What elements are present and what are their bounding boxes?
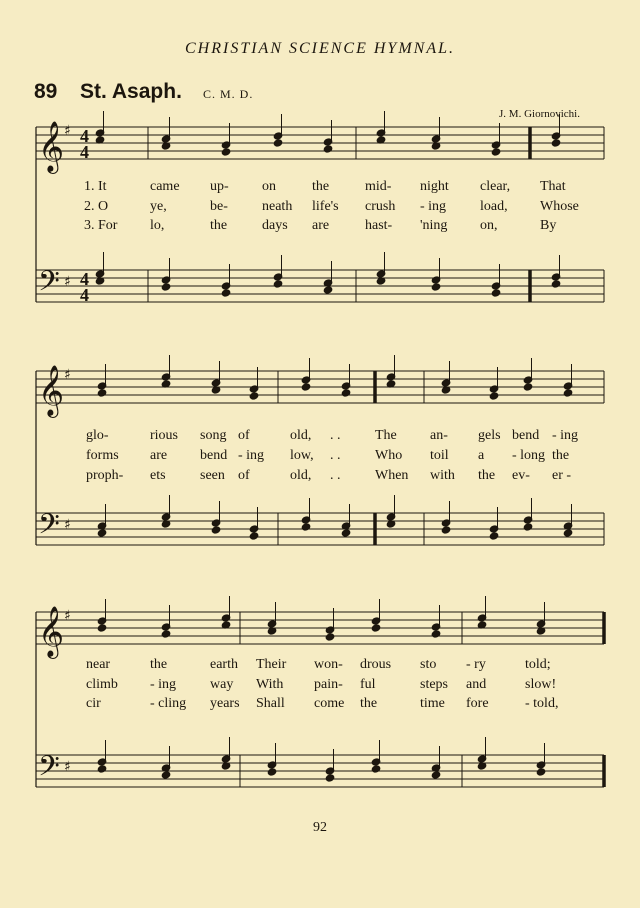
bass-clef-icon: 𝄢: [38, 750, 60, 790]
lyric-syllable: Who: [375, 448, 403, 463]
lyric-syllable: The: [375, 428, 397, 443]
lyric-syllable: the: [360, 696, 378, 711]
lyric-syllable: night: [420, 179, 449, 194]
lyric-syllable: When: [375, 468, 409, 483]
bass-clef-icon: 𝄢: [38, 265, 60, 305]
lyric-syllable: the: [552, 448, 570, 463]
meter-label: C. M. D.: [203, 87, 254, 101]
lyric-syllable: Whose: [540, 199, 579, 214]
lyric-syllable: old,: [290, 428, 312, 443]
note-head: [431, 283, 441, 291]
lyric-syllable: . .: [330, 468, 341, 483]
tune-name: St. Asaph.: [80, 80, 182, 103]
lyric-syllable: 2. O: [84, 199, 109, 214]
lyric-syllable: with: [430, 468, 455, 483]
lyric-syllable: clear,: [480, 179, 511, 194]
sharp-icon: ♯: [64, 274, 71, 290]
note-head: [221, 289, 231, 297]
note-head: [267, 768, 277, 776]
sharp-icon: ♯: [64, 123, 71, 139]
lyric-syllable: years: [210, 696, 240, 711]
lyric-syllable: bend: [200, 448, 228, 463]
bass-clef-icon: 𝄢: [38, 508, 60, 548]
lyric-syllable: 3. For: [84, 218, 118, 233]
lyric-syllable: low,: [290, 448, 314, 463]
lyric-syllable: old,: [290, 468, 312, 483]
lyric-syllable: . .: [330, 428, 341, 443]
note-head: [523, 523, 533, 531]
note-head: [551, 280, 561, 288]
note-head: [341, 529, 351, 537]
page-number: 92: [313, 820, 327, 835]
lyric-syllable: a: [478, 448, 485, 463]
lyric-syllable: - ing: [552, 428, 579, 443]
note-head: [249, 392, 259, 400]
lyric-syllable: days: [262, 218, 288, 233]
note-head: [489, 392, 499, 400]
book-title: CHRISTIAN SCIENCE HYMNAL.: [184, 40, 455, 57]
note-head: [273, 139, 283, 147]
sharp-icon: ♯: [64, 759, 71, 775]
note-head: [97, 389, 107, 397]
lyric-syllable: rious: [150, 428, 178, 443]
time-signature-bottom: 4: [80, 285, 89, 305]
lyric-syllable: steps: [420, 677, 448, 692]
lyric-syllable: ful: [360, 677, 376, 692]
lyric-syllable: up-: [210, 179, 229, 194]
lyric-syllable: seen: [200, 468, 225, 483]
lyric-syllable: climb: [86, 677, 118, 692]
lyric-syllable: the: [478, 468, 496, 483]
lyric-syllable: on: [262, 179, 276, 194]
treble-clef-icon: 𝄞: [38, 121, 65, 172]
lyric-syllable: - ry: [466, 657, 486, 672]
lyric-syllable: That: [540, 179, 566, 194]
sharp-icon: ♯: [64, 608, 71, 624]
lyric-syllable: won-: [314, 657, 343, 672]
lyric-syllable: fore: [466, 696, 489, 711]
note-head: [371, 624, 381, 632]
lyric-syllable: pain-: [314, 677, 343, 692]
note-head: [491, 289, 501, 297]
note-head: [161, 630, 171, 638]
lyric-syllable: come: [314, 696, 345, 711]
note-head: [491, 148, 501, 156]
lyric-syllable: ev-: [512, 468, 530, 483]
lyric-syllable: the: [210, 218, 228, 233]
lyric-syllable: - ing: [420, 199, 447, 214]
sharp-icon: ♯: [64, 367, 71, 383]
lyric-syllable: proph-: [86, 468, 124, 483]
note-head: [97, 624, 107, 632]
lyric-syllable: slow!: [525, 677, 557, 692]
lyric-syllable: toil: [430, 448, 449, 463]
lyric-syllable: neath: [262, 199, 293, 214]
lyric-syllable: hast-: [365, 218, 393, 233]
note-head: [341, 389, 351, 397]
lyric-syllable: cir: [86, 696, 101, 711]
note-head: [431, 771, 441, 779]
lyric-syllable: crush: [365, 199, 396, 214]
lyric-syllable: load,: [480, 199, 508, 214]
lyric-syllable: bend: [512, 428, 540, 443]
lyric-syllable: gels: [478, 428, 501, 443]
hymn-number: 89: [34, 80, 58, 103]
lyric-syllable: forms: [86, 448, 119, 463]
lyric-syllable: glo-: [86, 428, 109, 443]
note-head: [489, 532, 499, 540]
note-head: [551, 139, 561, 147]
note-head: [97, 765, 107, 773]
lyric-syllable: are: [150, 448, 168, 463]
note-head: [211, 526, 221, 534]
lyric-syllable: - long: [512, 448, 546, 463]
lyric-syllable: and: [466, 677, 487, 692]
treble-clef-icon: 𝄞: [38, 365, 65, 416]
note-head: [536, 768, 546, 776]
note-head: [323, 145, 333, 153]
lyric-syllable: 'ning: [420, 218, 448, 233]
note-head: [563, 529, 573, 537]
note-head: [325, 774, 335, 782]
lyric-syllable: lo,: [150, 218, 165, 233]
lyric-syllable: came: [150, 179, 180, 194]
lyric-syllable: time: [420, 696, 445, 711]
lyric-syllable: are: [312, 218, 330, 233]
lyric-syllable: way: [210, 677, 234, 692]
note-head: [161, 771, 171, 779]
lyric-syllable: the: [150, 657, 168, 672]
time-signature-bottom: 4: [80, 142, 89, 162]
note-head: [97, 529, 107, 537]
note-head: [273, 280, 283, 288]
treble-clef-icon: 𝄞: [38, 606, 65, 657]
time-signature-top: 4: [80, 126, 89, 146]
lyric-syllable: - ing: [150, 677, 177, 692]
time-signature-top: 4: [80, 269, 89, 289]
note-head: [371, 765, 381, 773]
note-head: [431, 630, 441, 638]
lyric-syllable: er -: [552, 468, 572, 483]
lyric-syllable: . .: [330, 448, 341, 463]
note-head: [301, 383, 311, 391]
time-signature: [80, 126, 89, 305]
lyric-syllable: By: [540, 218, 557, 233]
composer-credit: J. M. Giornovichi.: [499, 108, 580, 120]
note-head: [441, 526, 451, 534]
lyric-syllable: an-: [430, 428, 448, 443]
lyric-syllable: be-: [210, 199, 228, 214]
lyric-syllable: told;: [525, 657, 551, 672]
lyric-syllable: With: [256, 677, 284, 692]
lyric-syllable: drous: [360, 657, 392, 672]
lyric-syllable: - ing: [238, 448, 265, 463]
lyric-syllable: mid-: [365, 179, 392, 194]
lyric-syllable: - told,: [525, 696, 559, 711]
lyric-syllable: of: [238, 428, 250, 443]
note-head: [301, 523, 311, 531]
lyric-syllable: - cling: [150, 696, 187, 711]
lyric-syllable: life's: [312, 199, 339, 214]
note-head: [323, 286, 333, 294]
lyric-syllable: sto: [420, 657, 437, 672]
lyric-syllable: Their: [256, 657, 287, 672]
lyric-syllable: near: [86, 657, 111, 672]
lyric-syllable: ye,: [150, 199, 167, 214]
note-head: [161, 283, 171, 291]
note-head: [249, 532, 259, 540]
note-head: [523, 383, 533, 391]
clefs: [38, 121, 71, 790]
lyric-syllable: of: [238, 468, 250, 483]
lyric-syllable: 1. It: [84, 179, 107, 194]
lyric-syllable: on,: [480, 218, 498, 233]
lyric-syllable: the: [312, 179, 330, 194]
lyric-syllable: Shall: [256, 696, 285, 711]
lyric-syllable: earth: [210, 657, 238, 672]
lyric-syllable: ets: [150, 468, 166, 483]
note-head: [325, 633, 335, 641]
note-head: [221, 148, 231, 156]
sharp-icon: ♯: [64, 517, 71, 533]
lyric-syllable: song: [200, 428, 227, 443]
note-head: [563, 389, 573, 397]
